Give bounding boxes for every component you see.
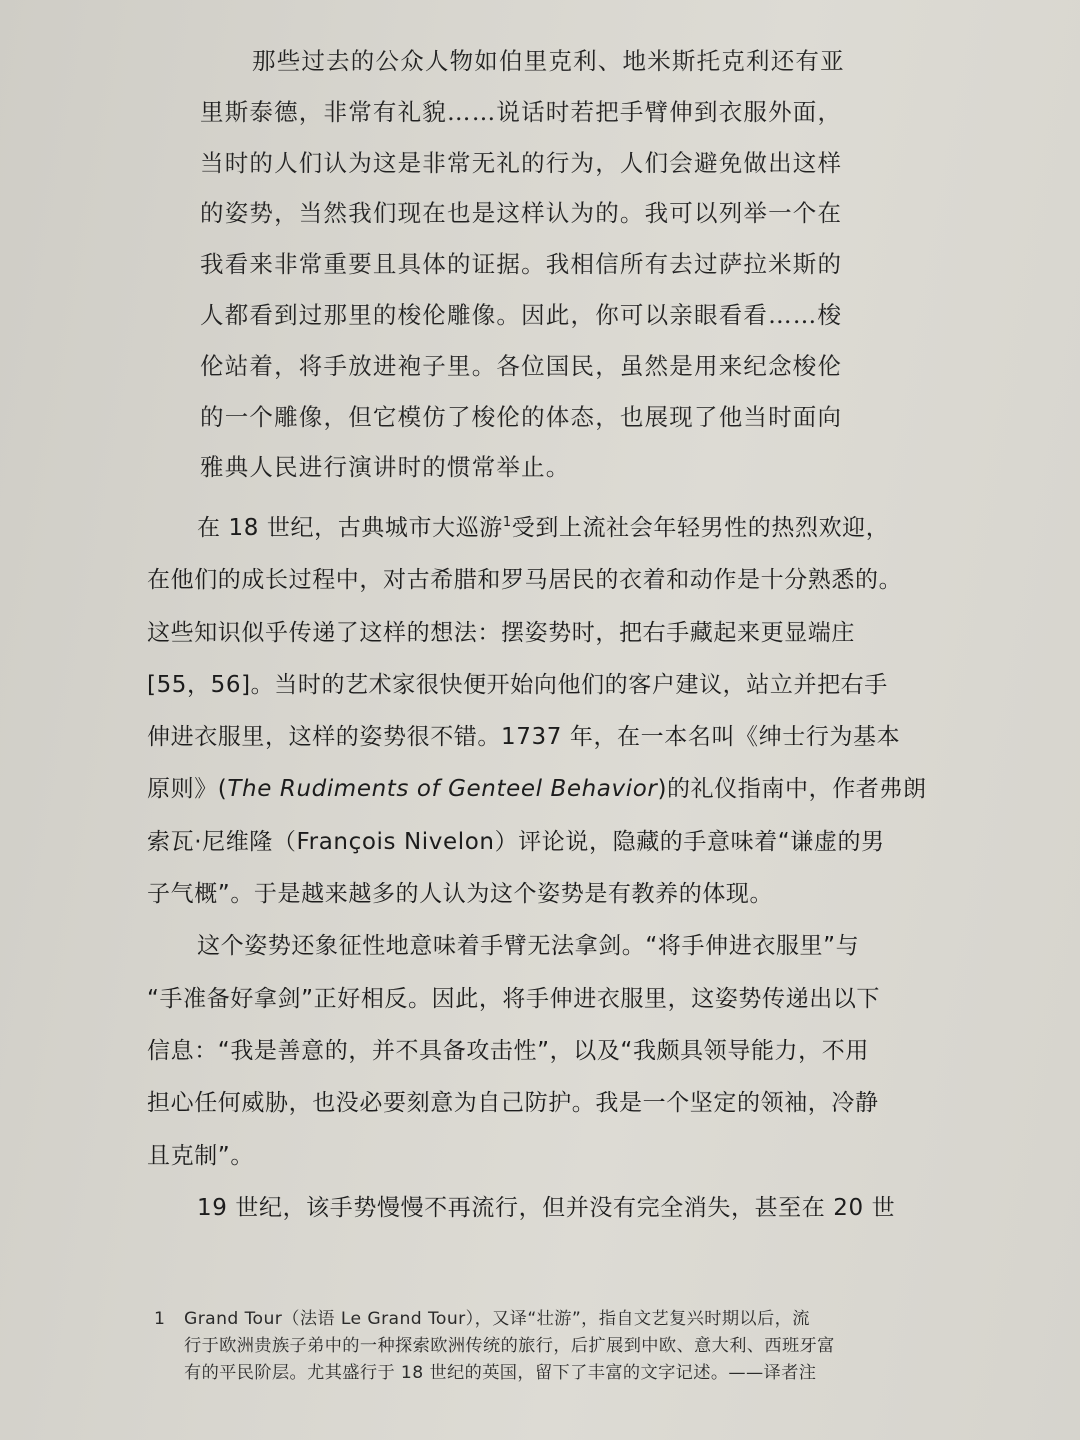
body-line — [147, 763, 939, 815]
body-line-text: )的礼仪指南中，作者弗朗 — [657, 776, 927, 803]
body-line: 伸进衣服里，这样的姿势很不错。1737 年，在一本名叫《绅士行为基本 — [147, 724, 901, 751]
footnote-line: 有的平民阶层。尤其盛行于 18 世纪的英国，留下了丰富的文字记述。——译者注 — [184, 1363, 817, 1383]
body-line: 19 世纪，该手势慢慢不再流行，但并没有完全消失，甚至在 20 世 — [197, 1194, 896, 1221]
quote-line: 人都看到过那里的梭伦雕像。因此，你可以亲眼看看……梭 — [200, 300, 843, 329]
quote-line: 雅典人民进行演讲时的惯常举止。 — [200, 453, 571, 482]
body-text — [147, 502, 939, 1234]
body-line: 在他们的成长过程中，对古希腊和罗马居民的衣着和动作是十分熟悉的。 — [147, 567, 903, 594]
footnote-line: Grand Tour（法语 Le Grand Tour），又译“壮游”，指自文艺复兴时期以后，流 — [184, 1309, 810, 1329]
footnote — [150, 1306, 940, 1387]
footnote-ref[interactable]: 1 — [502, 515, 512, 530]
paragraph-1 — [147, 502, 939, 920]
quote-line: 的姿势，当然我们现在也是这样认为的。我可以列举一个在 — [200, 199, 843, 228]
footnote-line: 行于欧洲贵族子弟中的一种探索欧洲传统的旅行，后扩展到中欧、意大利、西班牙富 — [184, 1336, 835, 1356]
body-line: 索瓦·尼维隆（François Nivelon）评论说，隐藏的手意味着“谦虚的男 — [147, 828, 885, 855]
body-line: [55，56]。当时的艺术家很快便开始向他们的客户建议，站立并把右手 — [147, 671, 888, 698]
body-line — [147, 502, 939, 554]
body-line: 子气概”。于是越来越多的人认为这个姿势是有教养的体现。 — [147, 881, 774, 908]
body-line: 且克制”。 — [147, 1142, 254, 1169]
paragraph-2 — [147, 920, 939, 1181]
body-line: “手准备好拿剑”正好相反。因此，将手伸进衣服里，这姿势传递出以下 — [147, 985, 881, 1012]
body-line-text: 原则》( — [147, 776, 228, 803]
body-line: 信息：“我是善意的，并不具备攻击性”，以及“我颇具领导能力，不用 — [147, 1037, 869, 1064]
quote-line: 当时的人们认为这是非常无礼的行为，人们会避免做出这样 — [200, 148, 843, 177]
quote-line: 里斯泰德，非常有礼貌……说话时若把手臂伸到衣服外面， — [200, 97, 843, 126]
body-line: 这个姿势还象征性地意味着手臂无法拿剑。“将手伸进衣服里”与 — [197, 933, 860, 960]
body-line-text: 在 18 世纪，古典城市大巡游 — [197, 515, 503, 541]
footnote-number: 1 — [154, 1309, 166, 1329]
body-line: 这些知识似乎传递了这样的想法：摆姿势时，把右手藏起来更显端庄 — [147, 619, 855, 646]
body-line-text: 受到上流社会年轻男性的热烈欢迎， — [511, 515, 890, 541]
quote-line: 的一个雕像，但它模仿了梭伦的体态，也展现了他当时面向 — [200, 402, 843, 431]
quote-line: 伦站着，将手放进袍子里。各位国民，虽然是用来纪念梭伦 — [200, 351, 843, 380]
quote-line: 那些过去的公众人物如伯里克利、地米斯托克利还有亚 — [252, 47, 845, 75]
block-quote — [200, 36, 880, 493]
book-title-italic: The Rudiments of Genteel Behavior — [227, 776, 658, 803]
paragraph-3 — [147, 1182, 939, 1234]
body-line: 担心任何威胁，也没必要刻意为自己防护。我是一个坚定的领袖，冷静 — [147, 1090, 879, 1117]
quote-line: 我看来非常重要且具体的证据。我相信所有去过萨拉米斯的 — [200, 250, 843, 279]
